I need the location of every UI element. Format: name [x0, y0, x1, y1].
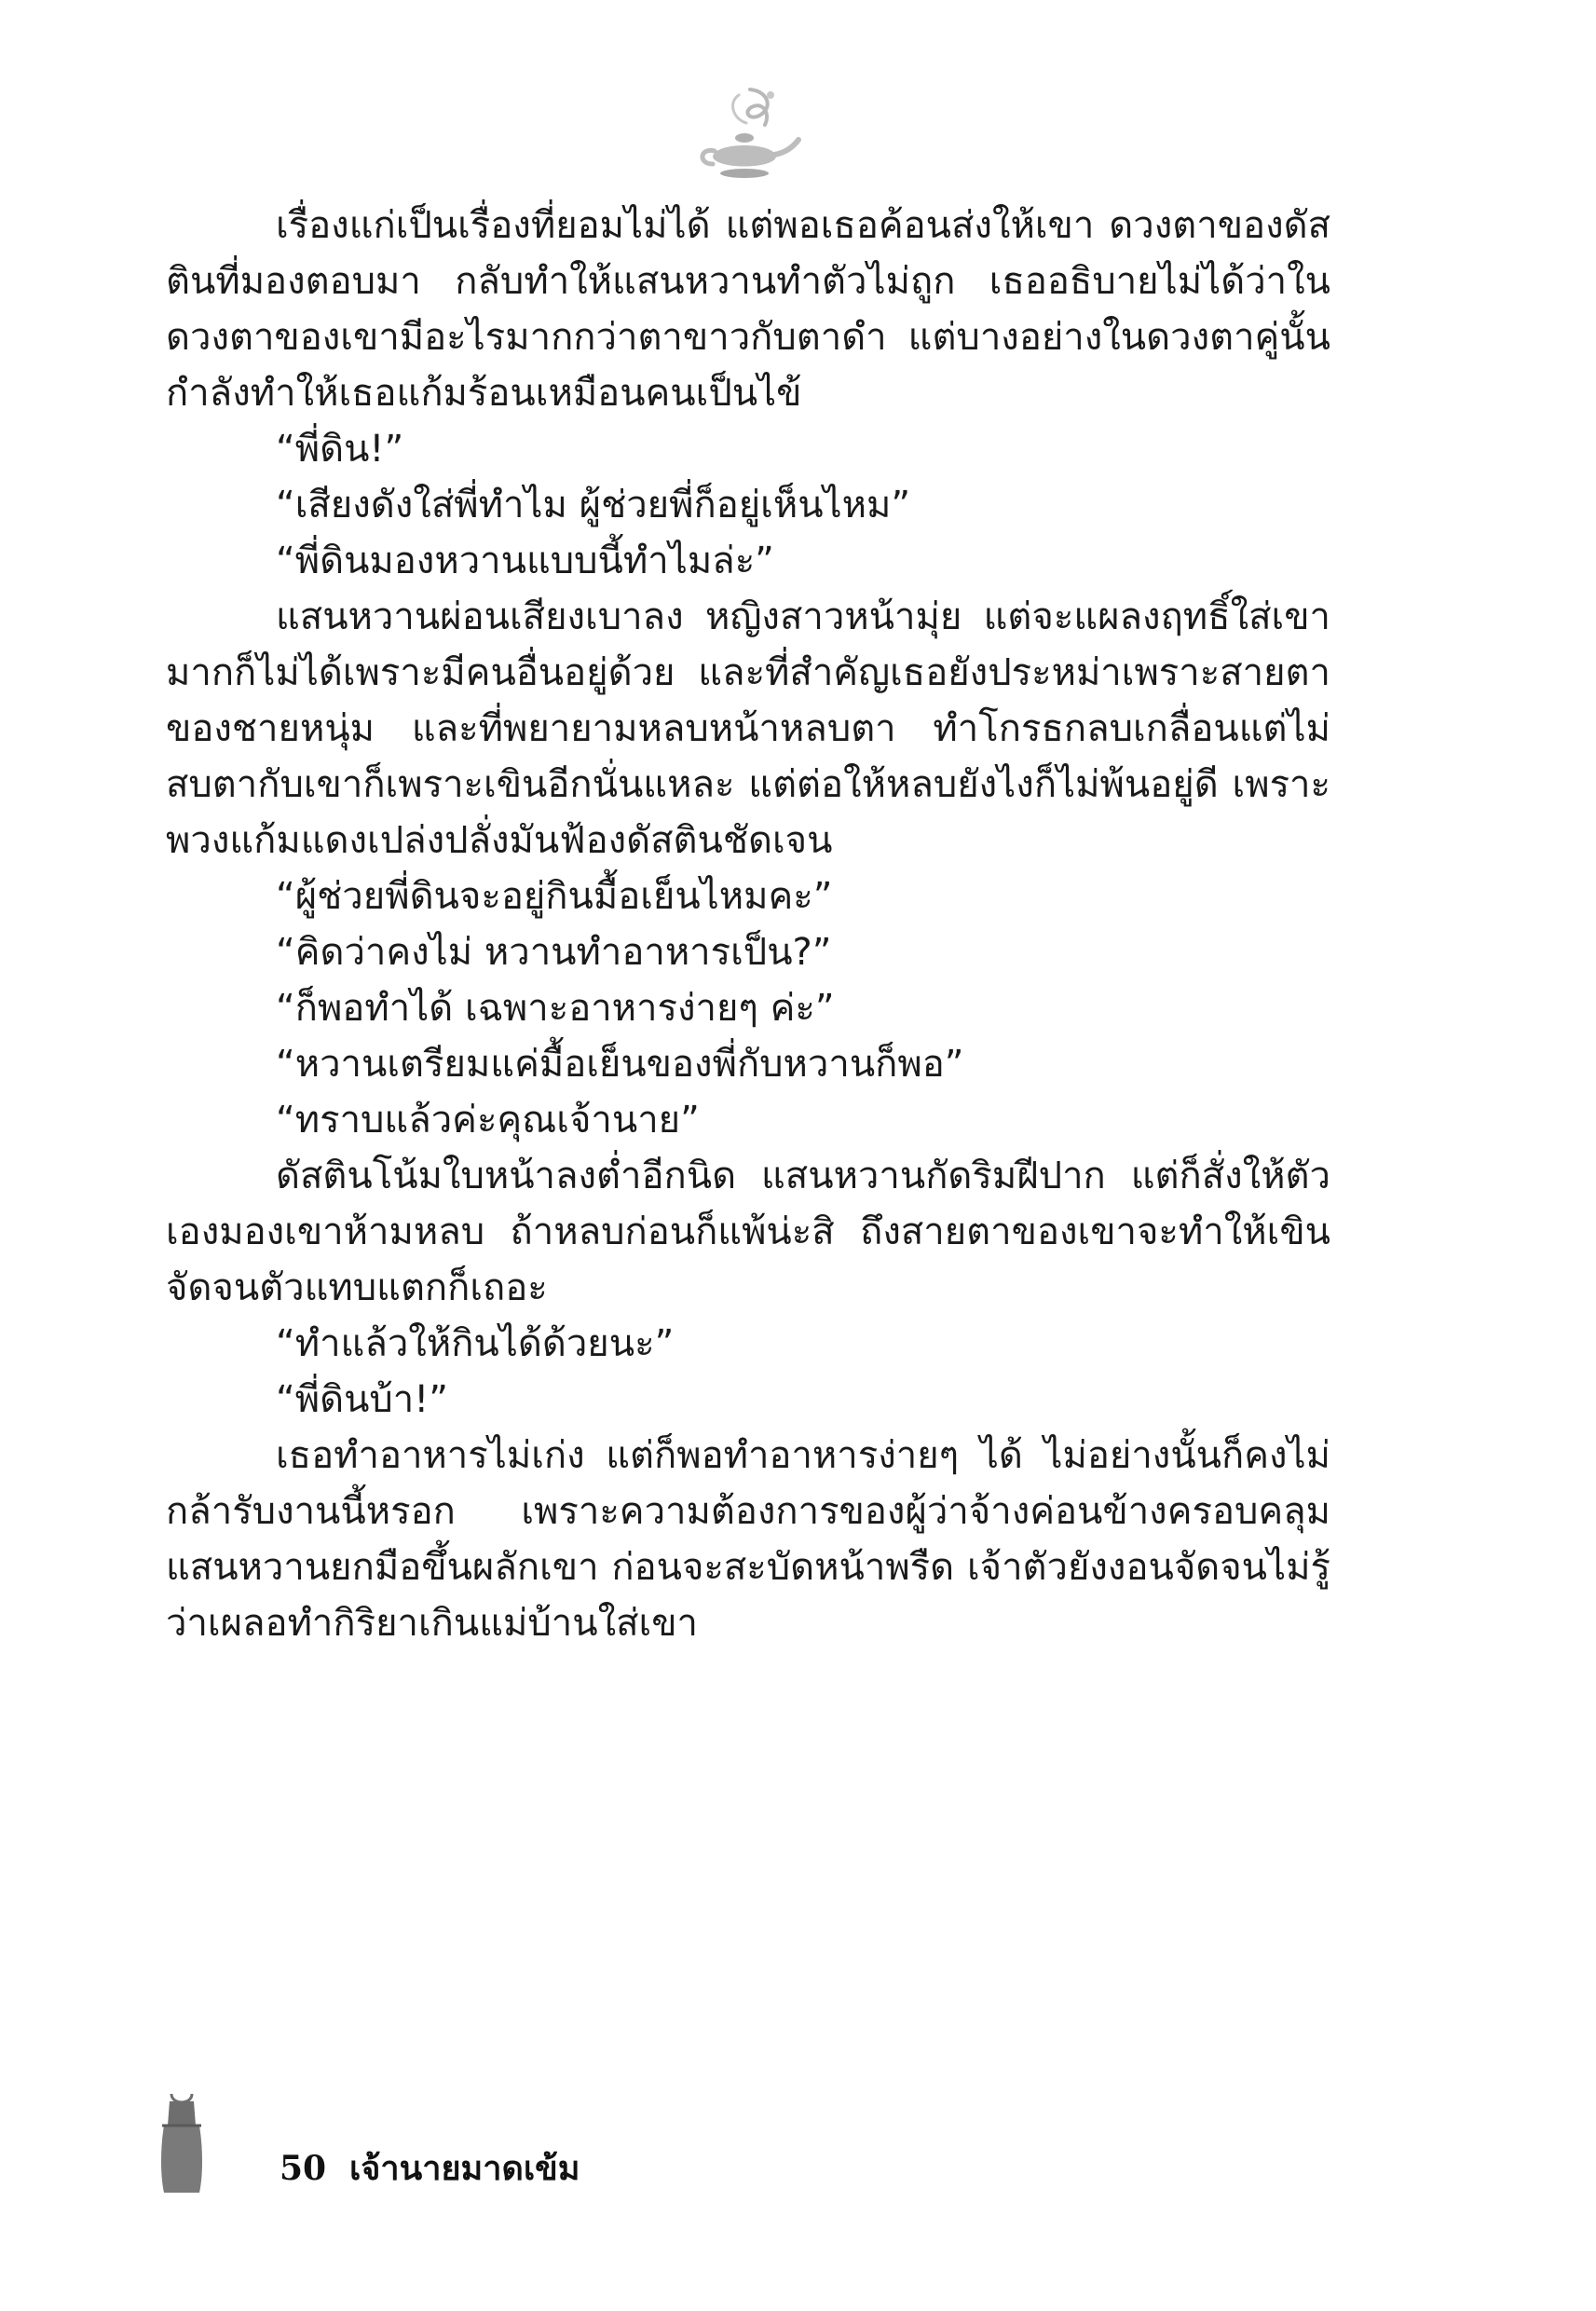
- narration-paragraph: แสนหวานผ่อนเสียงเบาลง หญิงสาวหน้ามุ่ย แต่จะแผลงฤทธิ์ใส่เขามากก็ไม่ได้เพราะมีคนอื่นอยู่ด้วย และที่สำคัญเธอยังประหม่าเพราะสายตาของชายหนุ่ม และที่พยายามหลบหน้าหลบตา ทำโกรธกลบเกลื่อนแต่ไม่สบตากับเขาก็เพราะเขินอีกนั่นแหละ แต่ต่อให้หลบยังไงก็ไม่พ้นอยู่ดี เพราะพวงแก้มแดงเปล่งปลั่งมันฟ้องดัสตินชัดเจน: [166, 595, 1330, 862]
- dialogue-line: “เสียงดังใส่พี่ทำไม ผู้ช่วยพี่ก็อยู่เห็นไหม”: [276, 484, 911, 526]
- page-footer: [158, 2092, 811, 2204]
- book-title: เจ้านายมาดเข้ม: [349, 2149, 580, 2188]
- narration-paragraph: เรื่องแก่เป็นเรื่องที่ยอมไม่ได้ แต่พอเธอค้อนส่งให้เขา ดวงตาของดัสตินที่มองตอบมา กลับทำให้แสนหวานทำตัวไม่ถูก เธออธิบายไม่ได้ว่าในดวงตาของเขามีอะไรมากกว่าตาขาวกับตาดำ แต่บางอย่างในดวงตาคู่นั้นกำลังทำให้เธอแก้มร้อนเหมือนคนเป็นไข้: [166, 204, 1330, 415]
- dialogue-line: “หวานเตรียมแค่มื้อเย็นของพี่กับหวานก็พอ”: [276, 1043, 964, 1086]
- page-number: 50: [280, 2149, 327, 2188]
- dialogue-line: “พี่ดินมองหวานแบบนี้ทำไมล่ะ”: [276, 540, 774, 582]
- dialogue-line: “ทำแล้วให้กินได้ด้วยนะ”: [276, 1322, 675, 1365]
- chapter-body: [166, 198, 1330, 1651]
- dialogue-line: “พี่ดิน!”: [276, 428, 404, 471]
- dialogue-line: “ผู้ช่วยพี่ดินจะอยู่กินมื้อเย็นไหมคะ”: [276, 875, 833, 918]
- dialogue-line: “ก็พอทำได้ เฉพาะอาหารง่ายๆ ค่ะ”: [276, 987, 835, 1030]
- dialogue-line: “คิดว่าคงไม่ หวานทำอาหารเป็น?”: [276, 931, 832, 974]
- narration-paragraph: เธอทำอาหารไม่เก่ง แต่ก็พอทำอาหารง่ายๆ ได้ ไม่อย่างนั้นก็คงไม่กล้ารับงานนี้หรอก เพราะความต้องการของผู้ว่าจ้างค่อนข้างครอบคลุม แสนหวานยกมือขึ้นผลักเขา ก่อนจะสะบัดหน้าพรืด เจ้าตัวยังงอนจัดจนไม่รู้ว่าเผลอทำกิริยาเกินแม่บ้านใส่เขา: [166, 1434, 1330, 1645]
- narration-paragraph: ดัสตินโน้มใบหน้าลงต่ำอีกนิด แสนหวานกัดริมฝีปาก แต่ก็สั่งให้ตัวเองมองเขาห้ามหลบ ถ้าหลบก่อนก็แพ้น่ะสิ ถึงสายตาของเขาจะทำให้เขินจัดจนตัวแทบแตกก็เถอะ: [166, 1155, 1330, 1309]
- teapot-genie-icon: [685, 82, 806, 185]
- apron-icon: [158, 2092, 205, 2196]
- dialogue-line: “ทราบแล้วค่ะคุณเจ้านาย”: [276, 1099, 700, 1142]
- dialogue-line: “พี่ดินบ้า!”: [276, 1378, 449, 1421]
